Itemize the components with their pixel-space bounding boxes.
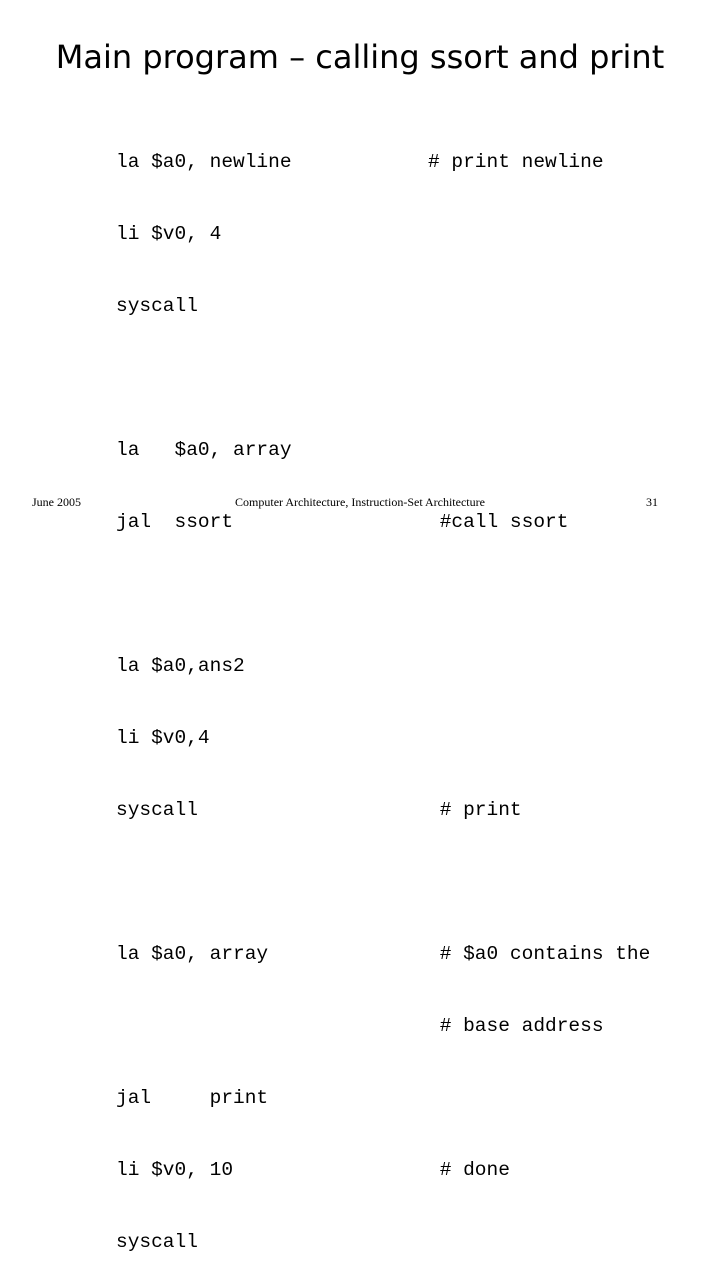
comment-line: # print newline <box>428 151 604 173</box>
comment-line: # base address <box>428 1015 604 1037</box>
comment-line <box>428 1086 650 1110</box>
comment-line: # $a0 contains the <box>428 943 651 965</box>
code-line: la $a0, array <box>116 439 292 461</box>
code-line <box>116 870 292 894</box>
comment-line <box>428 726 650 750</box>
footer-course: Computer Architecture, Instruction-Set Architecture <box>235 495 485 509</box>
code-line: jal print <box>116 1087 269 1109</box>
comment-line <box>428 294 650 318</box>
code-block <box>116 102 292 1278</box>
footer-date: June 2005 <box>32 495 81 509</box>
code-line <box>116 366 292 390</box>
comment-line <box>428 366 650 390</box>
slide-title: Main program – calling ssort and print <box>55 38 665 76</box>
code-line: la $a0, newline <box>116 151 292 173</box>
code-line <box>116 582 292 606</box>
comment-line <box>428 870 650 894</box>
comment-line: # done <box>428 1159 510 1181</box>
comment-line <box>428 654 650 678</box>
code-line: syscall <box>116 799 198 821</box>
code-line <box>116 1014 292 1038</box>
comment-block <box>428 102 650 1278</box>
code-line: li $v0, 4 <box>116 223 222 245</box>
comment-line <box>428 222 650 246</box>
comment-line <box>428 438 650 462</box>
code-line: la $a0,ans2 <box>116 655 245 677</box>
comment-line: # print <box>428 799 522 821</box>
comment-line: #call ssort <box>428 511 569 533</box>
comment-line <box>428 1230 650 1254</box>
code-line: jal ssort <box>116 511 234 533</box>
code-line: li $v0, 10 <box>116 1159 234 1181</box>
code-line: li $v0,4 <box>116 727 210 749</box>
code-line: syscall <box>116 295 198 317</box>
comment-line <box>428 582 650 606</box>
code-line: syscall <box>116 1231 198 1253</box>
footer-page-number: 31 <box>646 495 658 509</box>
code-line: la $a0, array <box>116 943 269 965</box>
